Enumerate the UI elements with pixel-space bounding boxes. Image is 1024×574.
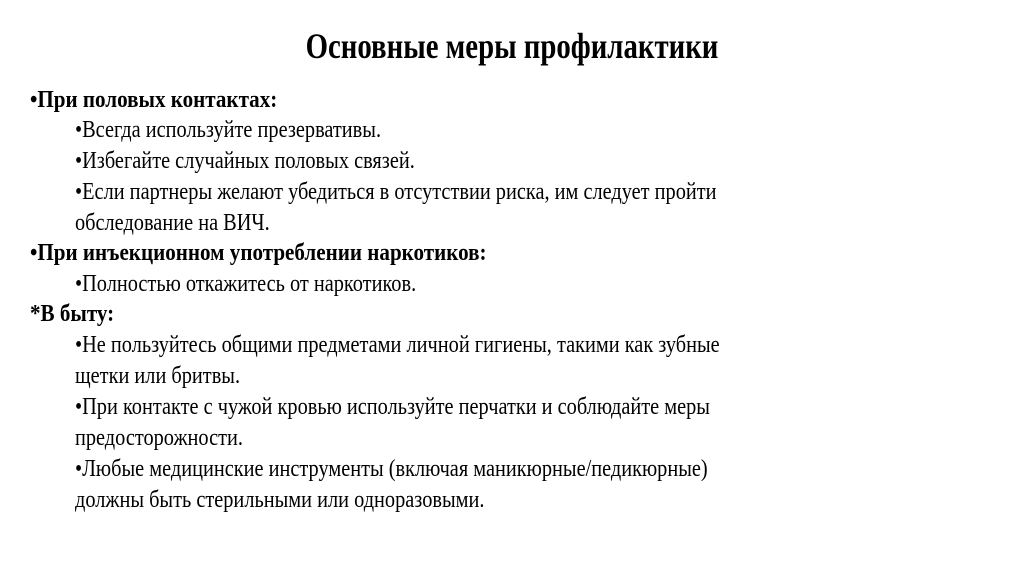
bullet-partners-testing-cont: обследование на ВИЧ.	[75, 209, 270, 236]
bullet-avoid-casual: •Избегайте случайных половых связей.	[75, 147, 415, 174]
bullet-refuse-drugs: •Полностью откажитесь от наркотиков.	[75, 270, 417, 297]
bullet-sterile-instruments-cont: должны быть стерильными или одноразовыми.	[75, 486, 485, 513]
section-heading-injection-drugs: •При инъекционном употреблении наркотиков:	[30, 239, 487, 266]
bullet-gloves: •При контакте с чужой кровью используйте перчатки и соблюдайте меры	[75, 393, 710, 420]
bullet-use-condoms: •Всегда используйте презервативы.	[75, 116, 382, 143]
slide-title-text: Основные меры профилактики	[305, 26, 719, 66]
section-heading-sexual-contacts: •При половых контактах:	[30, 86, 278, 113]
bullet-gloves-cont: предосторожности.	[75, 424, 243, 451]
slide-title	[0, 22, 1024, 70]
bullet-hygiene-items: •Не пользуйтесь общими предметами личной гигиены, такими как зубные	[75, 331, 720, 358]
bullet-partners-testing: •Если партнеры желают убедиться в отсутствии риска, им следует пройти	[75, 178, 717, 205]
section-heading-household: *В быту:	[30, 300, 115, 327]
bullet-sterile-instruments: •Любые медицинские инструменты (включая маникюрные/педикюрные)	[75, 455, 708, 482]
bullet-hygiene-items-cont: щетки или бритвы.	[75, 362, 241, 389]
